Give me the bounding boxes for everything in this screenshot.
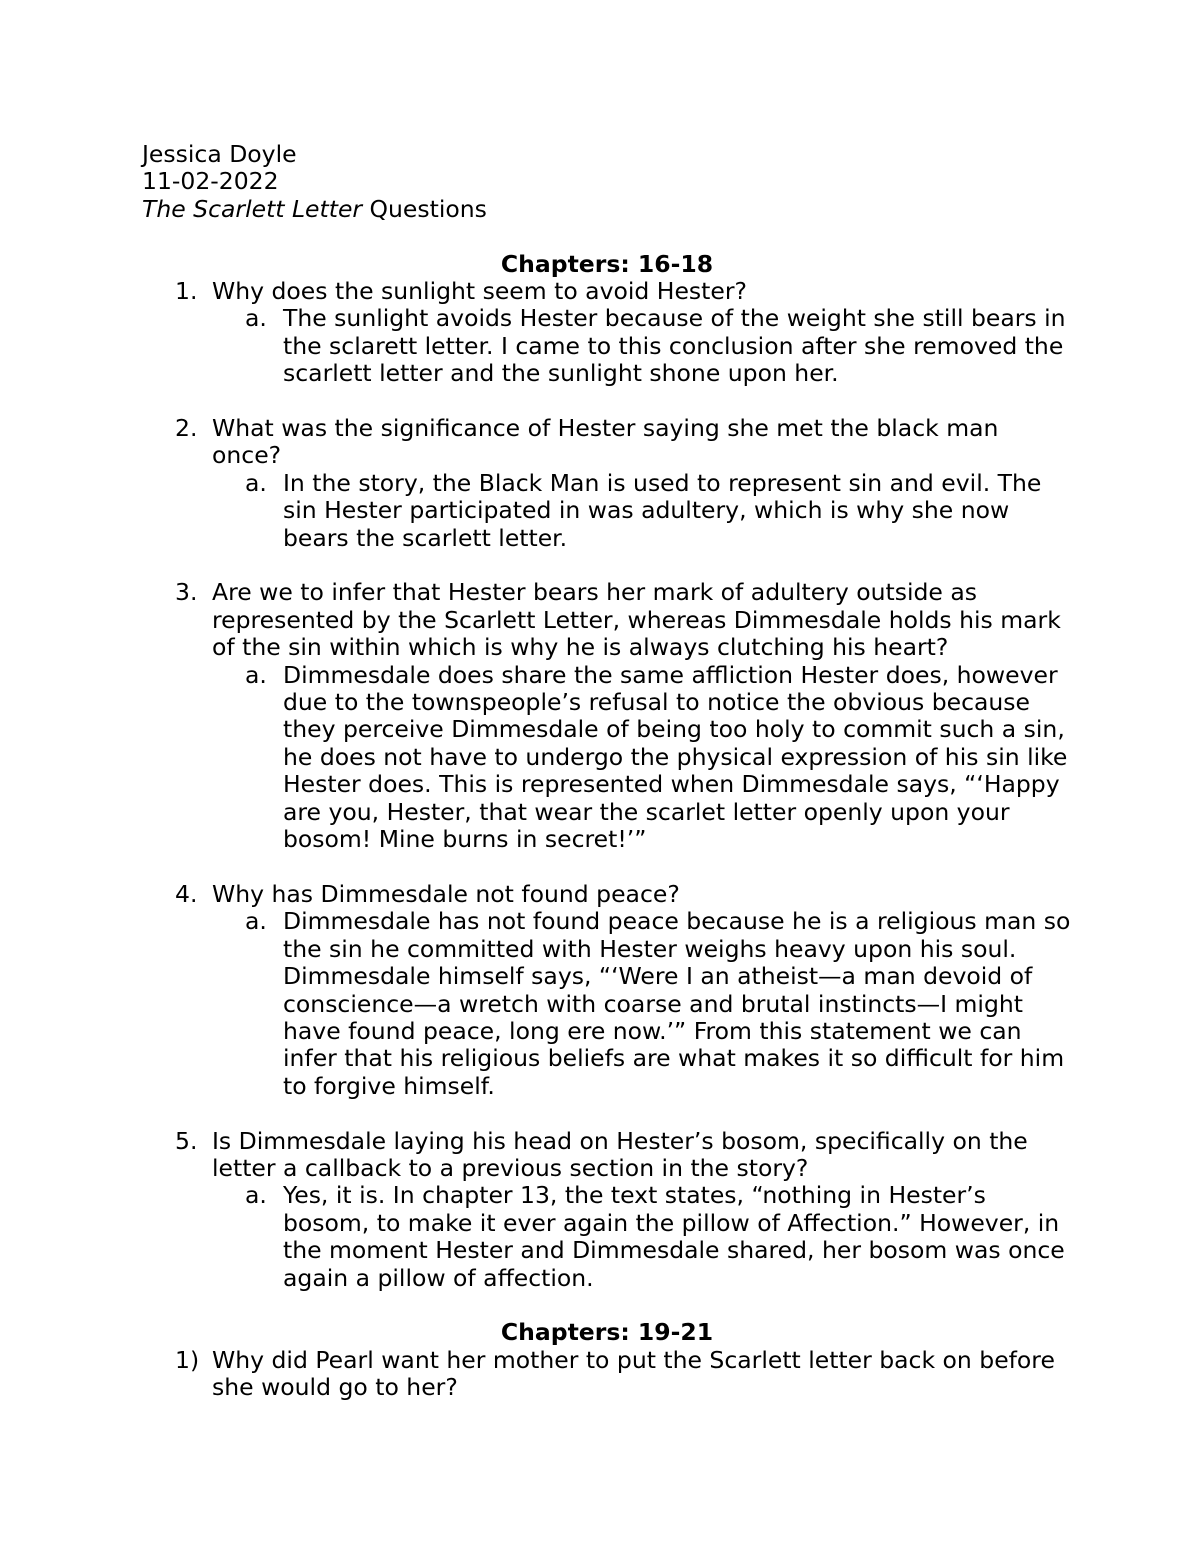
answer-letter: a. [245, 304, 267, 333]
answer-letter: a. [245, 907, 267, 936]
answer-text: The sunlight avoids Hester because of the weight she still bears in the sclarett letter. I came to this conclusion after she removed the scarlett letter and the sunlight shone upon her. [283, 304, 1066, 388]
question-number: 3. [175, 578, 198, 607]
answer-letter: a. [245, 1181, 267, 1210]
question-number: 5. [175, 1126, 198, 1155]
author-name: Jessica Doyle [142, 140, 297, 168]
question-text: Why does the sunlight seem to avoid Hester? [212, 277, 747, 306]
answer-text: In the story, the Black Man is used to represent sin and evil. The sin Hester participated in was adultery, which is why she now bears the scarlett letter. [283, 468, 1042, 552]
question-item [142, 278, 1072, 305]
answer-text: Dimmesdale has not found peace because he is a religious man so the sin he committed with Hester weighs heavy upon his soul. Dimmesdale himself says, “‘Were I an atheist—a man devoid of conscience—a wretch with coarse and brutal instincts—I might have found peace, long ere now.’” From this statement we can infer that his religious beliefs are what makes it so difficult for him to forgive himself. [283, 907, 1071, 1100]
question-item [142, 881, 1072, 908]
book-title: The Scarlett Letter [142, 194, 363, 223]
question-item [142, 579, 1072, 661]
question-number: 4. [175, 879, 198, 908]
answer-item [142, 305, 1072, 387]
answer-letter: a. [245, 660, 267, 689]
answer-text: Dimmesdale does share the same affliction Hester does, however due to the townspeople’s refusal to notice the obvious because they perceive Dimmesdale of being too holy to commit such a sin, he does not have to undergo the physical expression of his sin like Hester does. This is represented when Dimmesdale says, “‘Happy are you, Hester, that wear the scarlet letter openly upon your bosom! Mine burns in secret!’” [283, 660, 1068, 854]
answer-item [142, 1182, 1072, 1292]
question-number: 1. [175, 277, 198, 306]
question-item [142, 1128, 1072, 1183]
document-page [142, 141, 1072, 1402]
question-item [142, 1347, 1072, 1402]
question-text: Is Dimmesdale laying his head on Hester’s bosom, specifically on the letter a callback to a previous section in the story? [212, 1126, 1028, 1182]
question-text: Are we to infer that Hester bears her mark of adultery outside as represented by the Scarlett Letter, whereas Dimmesdale holds his mark of the sin within which is why he is always clutching his heart? [212, 578, 1061, 662]
document-date: 11-02-2022 [142, 167, 279, 196]
answer-letter: a. [245, 468, 267, 497]
title-suffix: Questions [362, 194, 487, 223]
question-text: Why did Pearl want her mother to put the Scarlett letter back on before she would go to her? [212, 1345, 1055, 1402]
section-heading: Chapters: 16-18 [500, 249, 714, 278]
answer-item [142, 470, 1072, 552]
question-text: Why has Dimmesdale not found peace? [212, 879, 680, 908]
question-text: What was the significance of Hester saying she met the black man once? [212, 414, 999, 470]
section-heading: Chapters: 19-21 [500, 1318, 714, 1347]
question-item [142, 415, 1072, 470]
answer-item [142, 908, 1072, 1100]
answer-text: Yes, it is. In chapter 13, the text states, “nothing in Hester’s bosom, to make it ever again the pillow of Affection.” However, in the moment Hester and Dimmesdale shared, her bosom was once again a pillow of affection. [283, 1181, 1065, 1292]
document-title [142, 196, 1072, 223]
question-number: 1) [175, 1345, 200, 1374]
question-number: 2. [175, 414, 198, 443]
answer-item [142, 662, 1072, 854]
